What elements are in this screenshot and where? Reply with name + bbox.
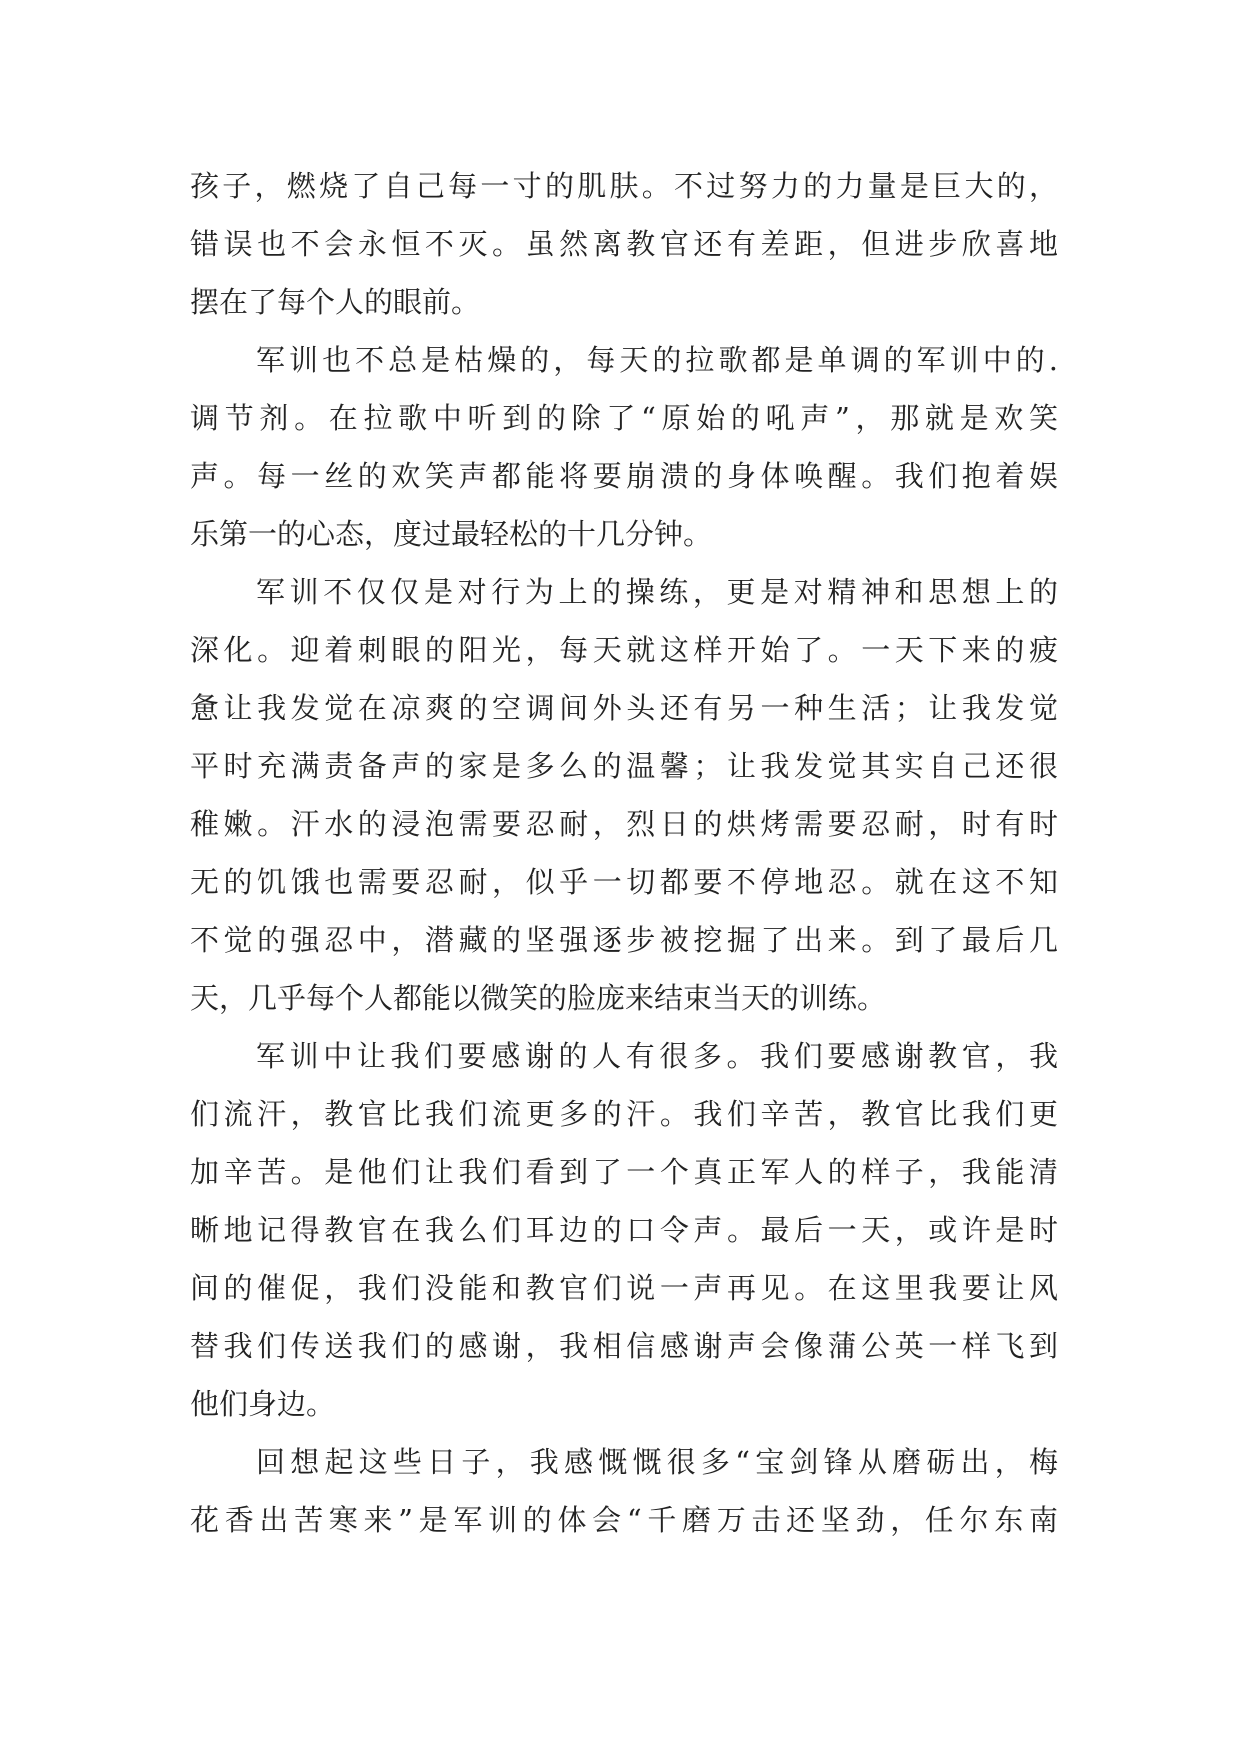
paragraph-1-line-3: 摆在了每个人的眼前。 [190, 285, 481, 319]
paragraph-3-line-5: 稚嫩。汗水的浸泡需要忍耐，烈日的烘烤需要忍耐，时有时 [190, 807, 1058, 841]
paragraph-3-line-2: 深化。迎着刺眼的阳光，每天就这样开始了。一天下来的疲 [190, 633, 1058, 667]
paragraph-3-line-1: 军训不仅仅是对行为上的操练，更是对精神和思想上的 [256, 575, 1058, 609]
paragraph-2-line-2: 调节剂。在拉歌中听到的除了“原始的吼声”，那就是欢笑 [190, 401, 1058, 435]
paragraph-4-line-2: 们流汗，教官比我们流更多的汗。我们辛苦，教官比我们更 [190, 1097, 1058, 1131]
paragraph-4-line-7: 他们身边。 [190, 1387, 336, 1421]
paragraph-2-line-3: 声。每一丝的欢笑声都能将要崩溃的身体唤醒。我们抱着娱 [190, 459, 1058, 493]
paragraph-1-line-2: 错误也不会永恒不灭。虽然离教官还有差距，但进步欣喜地 [190, 227, 1058, 261]
paragraph-3-line-7: 不觉的强忍中，潜藏的坚强逐步被挖掘了出来。到了最后几 [190, 923, 1058, 957]
paragraph-4-line-4: 晰地记得教官在我么们耳边的口令声。最后一天，或许是时 [190, 1213, 1058, 1247]
paragraph-4-line-1: 军训中让我们要感谢的人有很多。我们要感谢教官，我 [256, 1039, 1058, 1073]
paragraph-3-line-8: 天，几乎每个人都能以微笑的脸庞来结束当天的训练。 [190, 981, 887, 1015]
paragraph-3-line-4: 平时充满责备声的家是多么的温馨；让我发觉其实自己还很 [190, 749, 1058, 783]
document-body [190, 157, 1058, 1549]
paragraph-4-line-3: 加辛苦。是他们让我们看到了一个真正军人的样子，我能清 [190, 1155, 1058, 1189]
paragraph-1-line-1: 孩子，燃烧了自己每一寸的肌肤。不过努力的力量是巨大的， [190, 169, 1058, 203]
paragraph-2-line-4: 乐第一的心态，度过最轻松的十几分钟。 [190, 517, 713, 551]
paragraph-4-line-5: 间的催促，我们没能和教官们说一声再见。在这里我要让风 [190, 1271, 1058, 1305]
paragraph-5-line-1: 回想起这些日子，我感慨慨很多“宝剑锋从磨砺出，梅 [256, 1445, 1058, 1479]
paragraph-3-line-6: 无的饥饿也需要忍耐，似乎一切都要不停地忍。就在这不知 [190, 865, 1058, 899]
paragraph-3-line-3: 惫让我发觉在凉爽的空调间外头还有另一种生活；让我发觉 [190, 691, 1058, 725]
paragraph-4-line-6: 替我们传送我们的感谢，我相信感谢声会像蒲公英一样飞到 [190, 1329, 1058, 1363]
paragraph-5-line-2: 花香出苦寒来”是军训的体会“千磨万击还坚劲，任尔东南 [190, 1503, 1058, 1537]
paragraph-2-line-1: 军训也不总是枯燥的，每天的拉歌都是单调的军训中的. [256, 343, 1058, 377]
